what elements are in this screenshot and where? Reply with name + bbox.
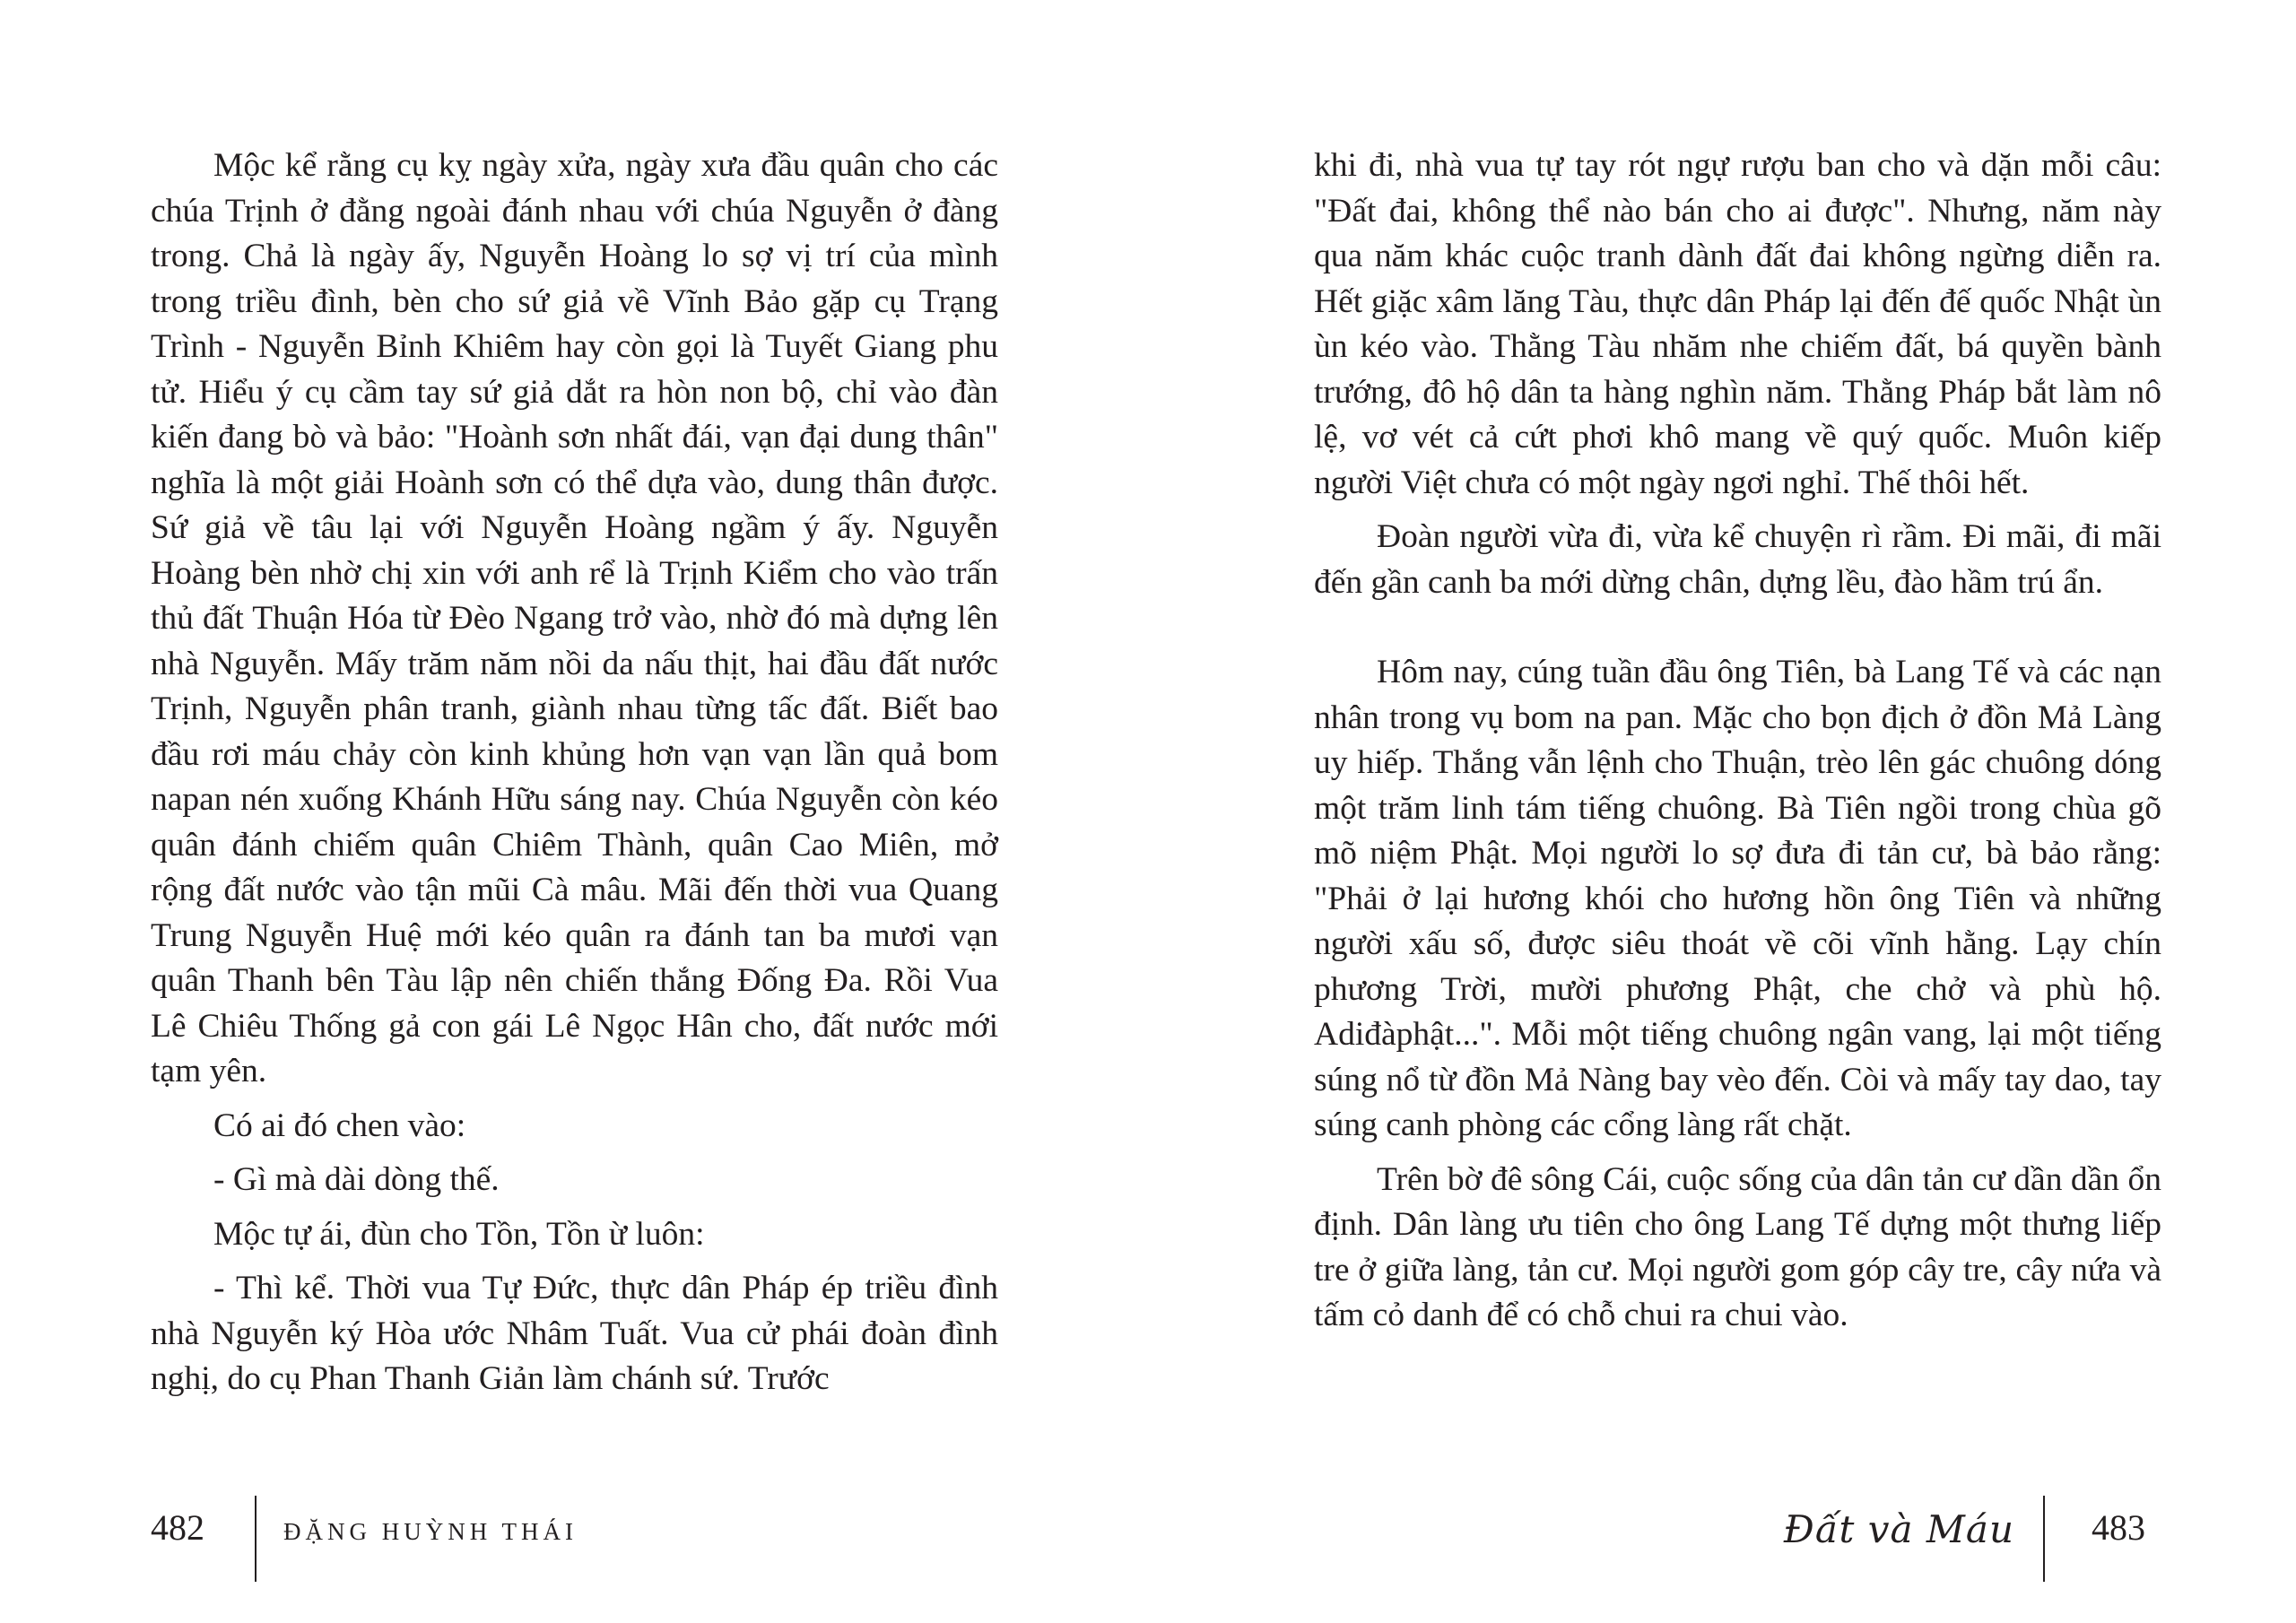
section-break xyxy=(1314,605,2161,650)
page-number: 482 xyxy=(151,1507,204,1548)
paragraph: khi đi, nhà vua tự tay rót ngự rượu ban cho và dặn mỗi câu: "Đất đai, không thể nào bán cho ai được". Nhưng, năm này qua năm khác cuộc tranh dành đất đai không ngừng diễn ra. Hết giặc xâm lăng Tàu, thực dân Pháp lại đến đế quốc Nhật ùn ùn kéo vào. Thằng Tàu nhăm nhe chiếm đất, bá quyền bành trướng, đô hộ dân ta hàng nghìn năm. Thằng Pháp bắt làm nô lệ, vơ vét cả cứt phơi khô mang về quý quốc. Muôn kiếp người Việt chưa có một ngày ngơi nghỉ. Thế thôi hết. xyxy=(1314,147,2161,501)
footer-divider xyxy=(255,1496,257,1582)
page-number: 483 xyxy=(2092,1507,2145,1548)
left-text-column xyxy=(151,143,998,1402)
right-footer xyxy=(1148,1496,2145,1582)
paragraph: - Thì kể. Thời vua Tự Đức, thực dân Pháp ép triều đình nhà Nguyễn ký Hòa ước Nhâm Tuất. Vua cử phái đoàn đình nghị, do cụ Phan Thanh Giản làm chánh sứ. Trước xyxy=(151,1270,998,1397)
right-page xyxy=(1148,0,2296,1623)
paragraph: Mộc kể rằng cụ kỵ ngày xửa, ngày xưa đầu quân cho các chúa Trịnh ở đằng ngoài đánh nhau với chúa Nguyễn ở đàng trong. Chả là ngày ấy, Nguyễn Hoàng lo sợ vị trí của mình trong triều đình, bèn cho sứ giả về Vĩnh Bảo gặp cụ Trạng Trình - Nguyễn Bỉnh Khiêm hay còn gọi là Tuyết Giang phu tử. Hiểu ý cụ cầm tay sứ giả dắt ra hòn non bộ, chỉ vào đàn kiến đang bò và bảo: "Hoành sơn nhất đái, vạn đại dung thân" nghĩa là một giải Hoành sơn có thể dựa vào, dung thân được. Sứ giả về tâu lại với Nguyễn Hoàng ngầm ý ấy. Nguyễn Hoàng bèn nhờ chị xin với anh rể là Trịnh Kiểm cho vào trấn thủ đất Thuận Hóa từ Đèo Ngang trở vào, nhờ đó mà dựng lên nhà Nguyễn. Mấy trăm năm nồi da nấu thịt, hai đầu đất nước Trịnh, Nguyễn phân tranh, giành nhau từng tấc đất. Biết bao đầu rơi máu chảy còn kinh khủng hơn vạn vạn lần quả bom napan nén xuống Khánh Hữu sáng nay. Chúa Nguyễn còn kéo quân đánh chiếm quân Chiêm Thành, quân Cao Miên, mở rộng đất nước vào tận mũi Cà mâu. Mãi đến thời vua Quang Trung Nguyễn Huệ mới kéo quân ra đánh tan ba mươi vạn quân Thanh bên Tàu lập nên chiến thắng Đống Đa. Rồi Vua Lê Chiêu Thống gả con gái Lê Ngọc Hân cho, đất nước mới tạm yên. xyxy=(151,147,998,1089)
book-title-running-head: Đất và Máu xyxy=(1783,1507,2014,1551)
paragraph: Đoàn người vừa đi, vừa kể chuyện rì rầm. Đi mãi, đi mãi đến gần canh ba mới dừng chân, dựng lều, đào hầm trú ẩn. xyxy=(1314,518,2161,601)
left-footer xyxy=(151,1496,1048,1582)
right-text-column xyxy=(1314,143,2161,1339)
paragraph: Mộc tự ái, đùn cho Tồn, Tồn ừ luôn: xyxy=(213,1215,705,1253)
paragraph: Có ai đó chen vào: xyxy=(213,1107,466,1144)
author-running-head: ĐẶNG HUỲNH THÁI xyxy=(283,1518,578,1545)
paragraph: Trên bờ đê sông Cái, cuộc sống của dân tản cư dần dần ổn định. Dân làng ưu tiên cho ông Lang Tế dựng một thưng liếp tre ở giữa làng, tản cư. Mọi người gom góp cây tre, cây nứa và tấm cỏ danh để có chỗ chui ra chui vào. xyxy=(1314,1160,2161,1333)
footer-divider xyxy=(2043,1496,2045,1582)
paragraph: Hôm nay, cúng tuần đầu ông Tiên, bà Lang Tế và các nạn nhân trong vụ bom na pan. Mặc cho bọn địch ở đồn Mả Làng uy hiếp. Thắng vẫn lệnh cho Thuận, trèo lên gác chuông dóng một trăm linh tám tiếng chuông. Bà Tiên ngồi trong chùa gõ mõ niệm Phật. Mọi người lo sợ đưa đi tản cư, bà bảo rằng: "Phải ở lại hương khói cho hương hồn ông Tiên và những người xấu số, được siêu thoát về cõi vĩnh hằng. Lạy chín phương Trời, mười phương Phật, che chở và phù hộ. Adiđàphật...". Mỗi một tiếng chuông ngân vang, lại một tiếng súng nổ từ đồn Mả Nàng bay vèo đến. Còi và mấy tay dao, tay súng canh phòng các cổng làng rất chặt. xyxy=(1314,654,2161,1143)
paragraph: - Gì mà dài dòng thế. xyxy=(213,1161,500,1198)
